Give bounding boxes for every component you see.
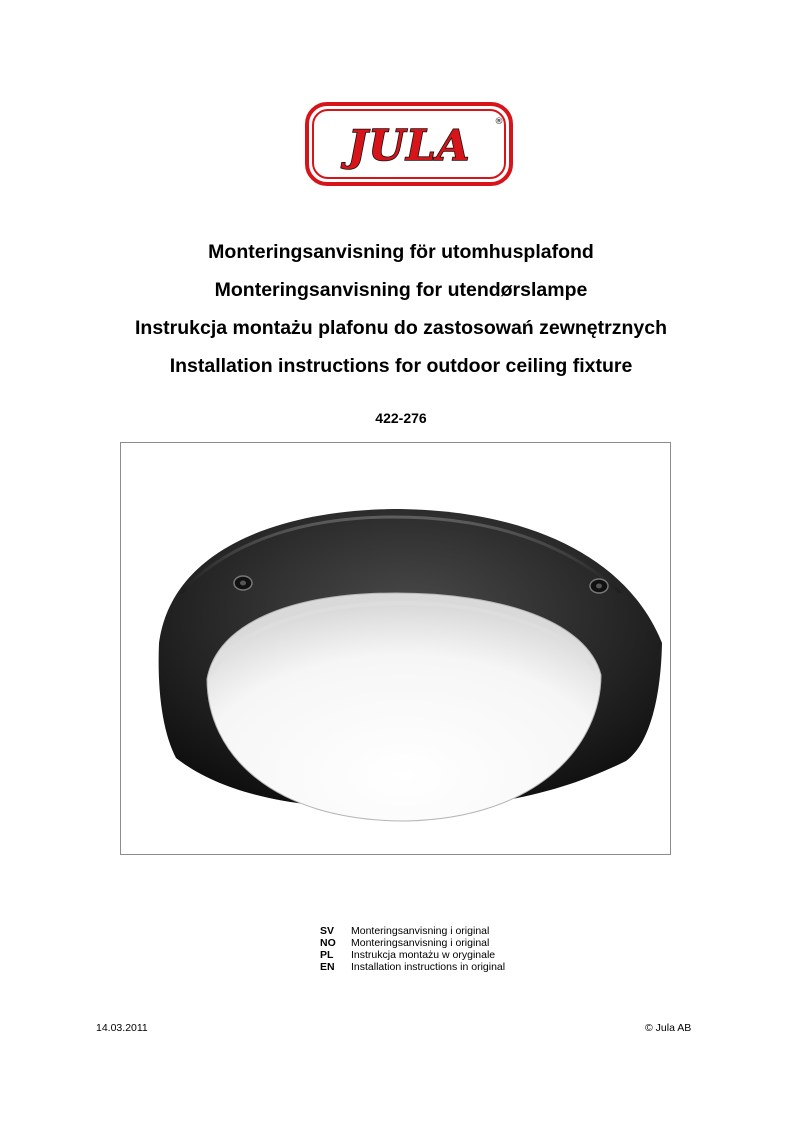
list-item (320, 961, 505, 973)
product-number: 422-276 (375, 410, 427, 426)
title-sv: Monteringsanvisning för utomhusplafond (208, 241, 594, 263)
screw-left-icon (234, 576, 252, 590)
list-item (320, 949, 505, 961)
logo-wordmark: JULA (347, 121, 471, 170)
jula-logo (305, 102, 513, 186)
title-en: Installation instructions for outdoor ceiling fixture (169, 355, 633, 377)
language-code: SV (320, 925, 335, 937)
language-text: Monteringsanvisning i original (351, 925, 490, 937)
language-text: Instrukcja montażu w oryginale (351, 949, 496, 961)
language-code: EN (320, 961, 335, 973)
language-text: Monteringsanvisning i original (351, 937, 490, 949)
product-photo-frame (120, 442, 671, 855)
screw-right-icon (590, 579, 608, 593)
jula-logo-graphic (305, 102, 513, 186)
language-text: Installation instructions in original (351, 961, 506, 973)
ceiling-fixture-photo (121, 443, 672, 856)
footer-copyright: © Jula AB (645, 1022, 692, 1034)
list-item (320, 937, 505, 949)
registered-mark-icon: ® (494, 117, 504, 127)
document-titles (0, 233, 802, 385)
language-code: NO (320, 937, 336, 949)
title-no: Monteringsanvisning for utendørslampe (214, 279, 588, 301)
language-list (320, 925, 505, 973)
footer-date: 14.03.2011 (96, 1022, 148, 1034)
list-item (320, 925, 505, 937)
title-pl: Instrukcja montażu plafonu do zastosowań zewnętrznych (135, 317, 667, 339)
language-code: PL (320, 949, 334, 961)
